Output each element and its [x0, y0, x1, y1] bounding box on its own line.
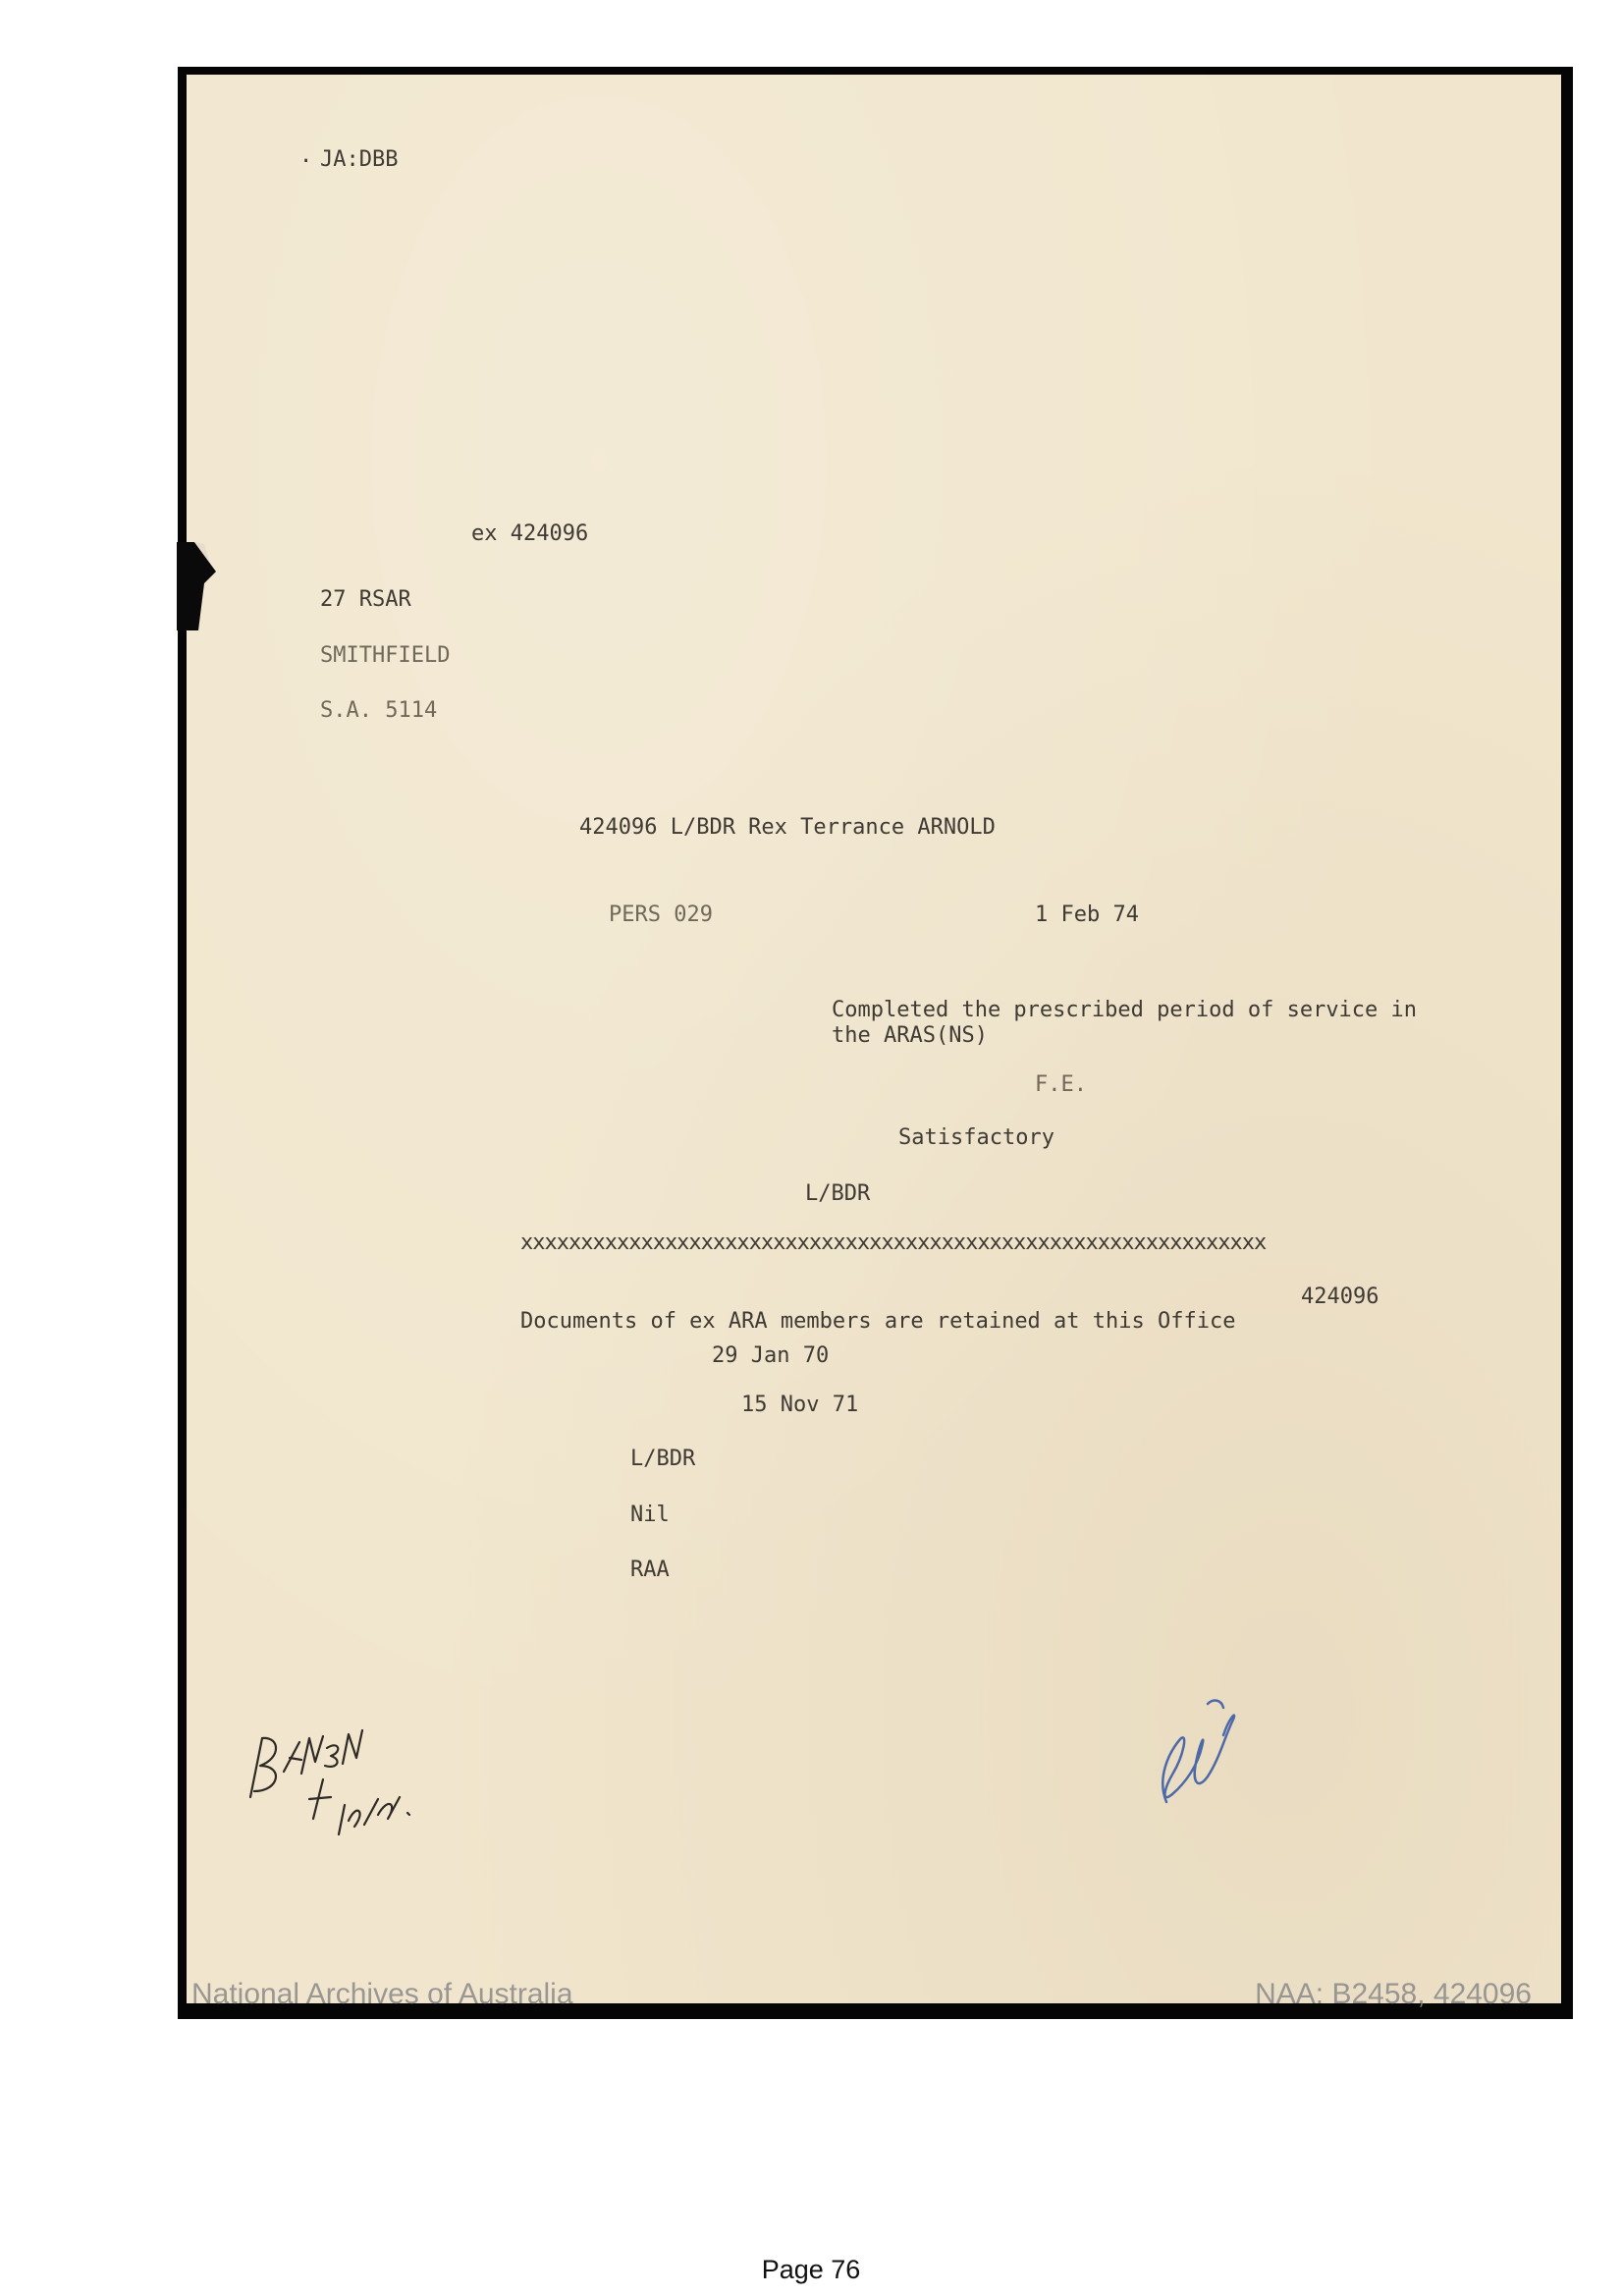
discharge-date: 15 Nov 71 — [741, 1393, 859, 1417]
reference-code: JA:DBB — [320, 147, 399, 172]
nil-text: Nil — [630, 1503, 670, 1527]
page-number: Page 76 — [761, 2255, 861, 2284]
service-number-right: 424096 — [1301, 1285, 1379, 1309]
enlistment-date: 29 Jan 70 — [712, 1343, 830, 1368]
completed-service-line-1: Completed the prescribed period of service in — [832, 998, 1418, 1022]
handwritten-note-mark — [241, 1689, 447, 1856]
bullet-dot: · — [299, 149, 313, 174]
separator-line: xxxxxxxxxxxxxxxxxxxxxxxxxxxxxxxxxxxxxxxxxxxxxxxxxxxxxxxxxxxxxx — [520, 1230, 1267, 1255]
letter-date: 1 Feb 74 — [1035, 902, 1139, 927]
conduct-text: Satisfactory — [898, 1125, 1054, 1150]
binder-clip-mark — [177, 542, 226, 630]
documents-note: Documents of ex ARA members are retained at this Office — [520, 1309, 1236, 1334]
item-reference-watermark: NAA: B2458, 424096 — [1255, 1978, 1532, 2010]
completed-service-line-2: the ARAS(NS) — [832, 1023, 988, 1048]
address-suburb: SMITHFIELD — [320, 643, 451, 668]
fe-text: F.E. — [1035, 1072, 1087, 1097]
rank-text: L/BDR — [805, 1181, 871, 1206]
file-reference: PERS 029 — [609, 902, 713, 927]
address-state-postcode: S.A. 5114 — [320, 698, 438, 723]
corps-text: RAA — [630, 1558, 670, 1582]
address-unit: 27 RSAR — [320, 587, 411, 612]
rank-held: L/BDR — [630, 1447, 696, 1471]
signature-initials — [1139, 1684, 1257, 1822]
archive-name-watermark: National Archives of Australia — [191, 1978, 573, 2010]
address-service-number: ex 424096 — [471, 521, 589, 546]
subject-line: 424096 L/BDR Rex Terrance ARNOLD — [579, 815, 996, 840]
